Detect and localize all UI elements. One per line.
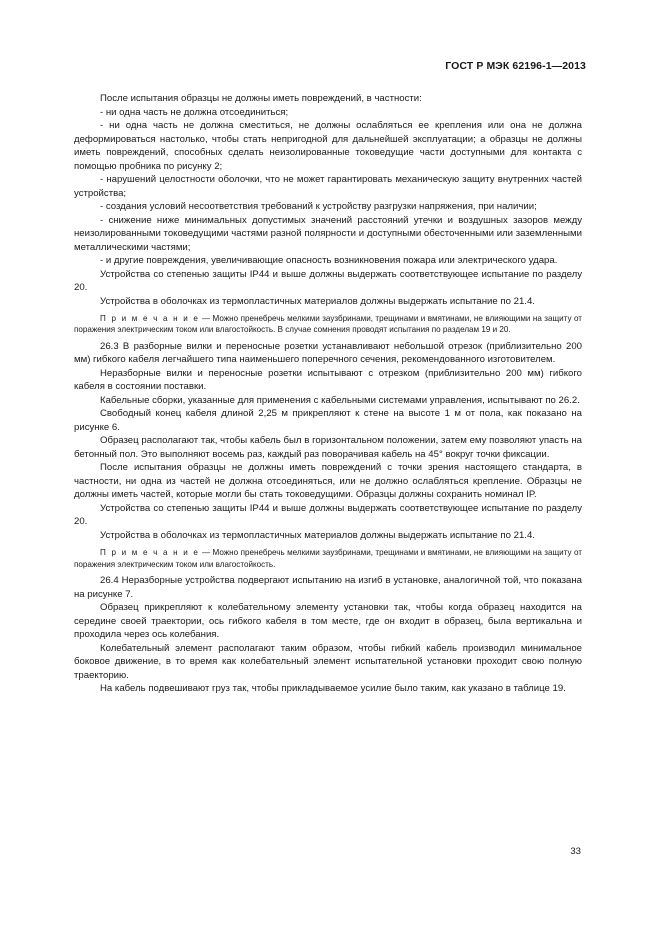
paragraph: 26.3 В разборные вилки и переносные розетки устанавливают небольшой отрезок (приблизительно 200 мм) гибкого кабеля легчайшего типа наименьшего поперечного сечения, рекомендованного изготовителем. <box>74 340 582 366</box>
list-item: - нарушений целостности оболочки, что не может гарантировать механическую защиту внутренних частей устройства; <box>74 174 582 199</box>
paragraph: На кабель подвешивают груз так, чтобы прикладываемое усилие было таким, как указано в таблице 19. <box>100 683 566 695</box>
note-text: — Можно пренебречь мелкими заузбринами, трещинами и вмятинами, не влияющими на защиту от поражения электрическим током или влагостойкость. <box>74 548 582 569</box>
paragraph: Устройства со степенью защиты IP44 и выше должны выдержать соответствующее испытание по разделу 20. <box>74 502 582 528</box>
paragraph: Свободный конец кабеля длиной 2,25 м прикрепляют к стене на высоте 1 м от пола, как показано на рисунке 6. <box>74 408 582 433</box>
list-item: - снижение ниже минимальных допустимых значений расстояний утечки и воздушных зазоров между неизолированными токоведущими частями разной полярности и доступными обесточенными или заземленными металлическими частями; <box>74 214 582 253</box>
paragraph: После испытания образцы не должны иметь повреждений, в частности: <box>100 93 422 104</box>
paragraph: Образец прикрепляют к колебательному элементу установки так, чтобы когда образец находится на середине своей траектории, ось гибкого кабеля в том месте, где он входит в образец, была вертикальна и проходила через ось колебания. <box>74 602 582 641</box>
paragraph: Устройства в оболочках из термопластичных материалов должны выдержать испытание по 21.4. <box>100 529 535 541</box>
page-number: 33 <box>570 846 581 857</box>
list-item: - создания условий несоответствия требований к устройству разгрузки напряжения, при наличии; <box>100 201 537 212</box>
note-text: — Можно пренебречь мелкими заузбринами, трещинами и вмятинами, не влияющими на защиту от поражения электрическим током или влагостойкость. В случае сомнения проводят испытания по разделам 19 и 20. <box>74 314 582 335</box>
list-item: - ни одна часть не должна отсоединиться; <box>100 106 289 118</box>
note-label: П р и м е ч а н и е <box>100 548 200 558</box>
note-label: П р и м е ч а н и е <box>100 314 200 323</box>
list-item: - ни одна часть не должна сместиться, не должны ослабляться ее крепления или она не должна деформироваться настолько, чтобы стать непригодной для дальнейшей эксплуатации; а образцы не должны иметь повреждений, способных сделать неизолированные токоведущие части доступными для контакта с помощью пробника по рисунку 2; <box>74 120 582 172</box>
note <box>74 547 582 570</box>
paragraph: Колебательный элемент располагают таким образом, чтобы гибкий кабель производил минимальное боковое движение, в то время как колебательный элемент испытательной установки проходит свою полную траекторию. <box>74 642 582 681</box>
body-text <box>74 92 582 696</box>
paragraph: Устройства в оболочках из термопластичных материалов должны выдержать испытание по 21.4. <box>100 295 535 307</box>
paragraph: Кабельные сборки, указанные для применения с кабельными системами управления, испытывают по 26.2. <box>100 394 580 406</box>
paragraph: Неразборные вилки и переносные розетки испытывают с отрезком (приблизительно 200 мм) гибкого кабеля в состоянии поставки. <box>74 367 582 393</box>
paragraph: Образец располагают так, чтобы кабель был в горизонтальном положении, затем ему позволяют упасть на бетонный пол. Это выполняют восемь раз, каждый раз поворачивая кабель на 45° вокруг точки фиксации. <box>74 435 582 460</box>
paragraph: Устройства со степенью защиты IP44 и выше должны выдержать соответствующее испытание по разделу 20. <box>74 268 582 293</box>
standard-header: ГОСТ Р МЭК 62196-1—2013 <box>445 60 586 72</box>
paragraph: После испытания образцы не должны иметь повреждений с точки зрения настоящего стандарта, в частности, ни одна из частей не должна отсоединяться, или не должно ослабляться крепление. Образцы не должны иметь частей, которые могли бы стать токоведущими. Образцы должны сохранить номинал IP. <box>74 462 582 501</box>
paragraph: 26.4 Неразборные устройства подвергают испытанию на изгиб в установке, аналогичной той, что показана на рисунке 7. <box>74 575 582 600</box>
list-item: - и другие повреждения, увеличивающие опасность возникновения пожара или электрического удара. <box>100 255 558 266</box>
note <box>74 313 582 336</box>
